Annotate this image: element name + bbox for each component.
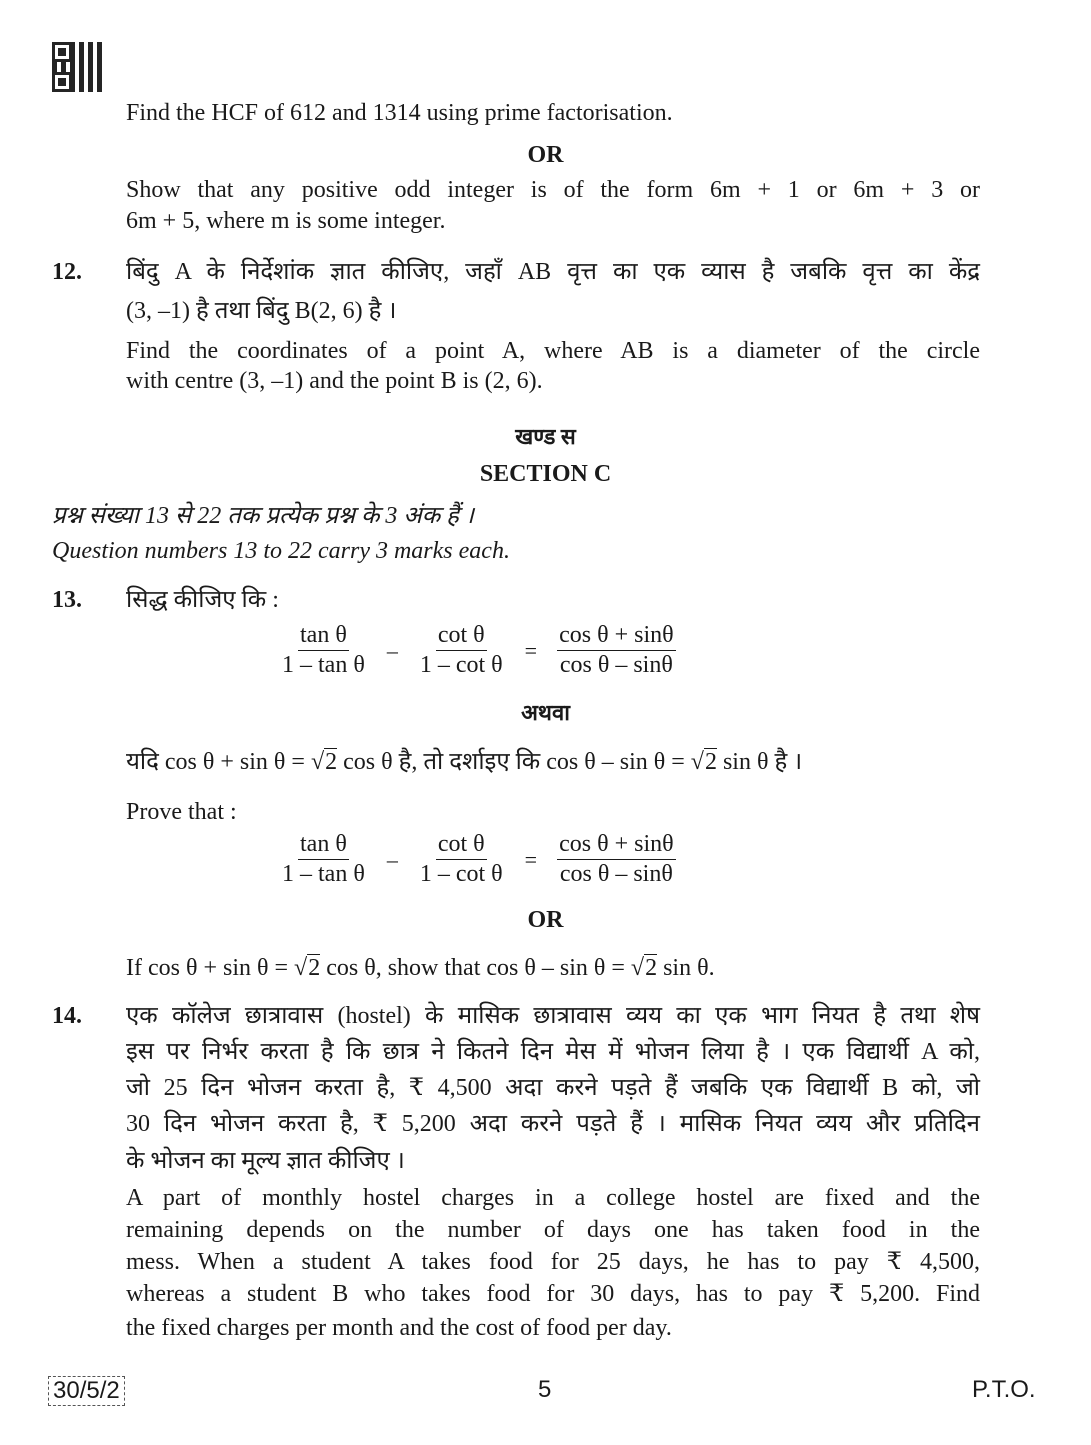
paper-code: 30/5/2 <box>48 1376 125 1406</box>
equals-sign: = <box>524 637 538 663</box>
q12-english-line2: with centre (3, –1) and the point B is (2, 6). <box>126 368 543 394</box>
denominator: cos θ – sinθ <box>559 861 673 887</box>
denominator: 1 – tan θ <box>282 861 365 887</box>
numerator: tan θ <box>298 830 349 860</box>
q13-equation-hindi <box>276 621 680 680</box>
q14-english-line: remaining depends on the number of days one has taken food in the <box>126 1217 980 1243</box>
pto-label: P.T.O. <box>972 1376 1036 1403</box>
sqrt-value: 2 <box>645 955 658 981</box>
section-title-hindi: खण्ड स <box>515 424 576 449</box>
text: यदि cos θ + sin θ = <box>126 749 311 775</box>
qr-code-icon <box>52 42 102 92</box>
page-number: 5 <box>538 1376 552 1403</box>
q13-number: 13. <box>52 587 82 613</box>
q14-english-line: whereas a student B who takes food for 30 days, has to pay ₹ 5,200. Find <box>126 1281 980 1307</box>
text: cos θ है, तो दर्शाइए कि cos θ – sin θ = <box>337 749 691 775</box>
text: sin θ है । <box>716 749 803 775</box>
numerator: cos θ + sinθ <box>557 830 676 860</box>
q12-number: 12. <box>52 259 82 285</box>
denominator: 1 – tan θ <box>282 652 365 678</box>
q14-hindi-line: के भोजन का मूल्य ज्ञात कीजिए । <box>126 1148 405 1174</box>
sqrt-value: 2 <box>325 749 338 775</box>
q14-hindi-line: इस पर निर्भर करता है कि छात्र ने कितने दिन मेस में भोजन लिया है । एक विद्यार्थी A को, <box>126 1039 980 1065</box>
q14-english-line: mess. When a student A takes food for 25 days, he has to pay ₹ 4,500, <box>126 1249 980 1275</box>
q13-english-prompt: Prove that : <box>126 799 237 825</box>
q12-hindi-line1: बिंदु A के निर्देशांक ज्ञात कीजिए, जहाँ AB वृत्त का एक व्यास है जबकि वृत्त का केंद्र <box>126 259 980 285</box>
numerator: cos θ + sinθ <box>557 621 676 651</box>
text: sin θ. <box>657 955 715 981</box>
section-note-hindi: प्रश्न संख्या 13 से 22 तक प्रत्येक प्रश्न के 3 अंक हैं । <box>52 503 474 529</box>
or-label: OR <box>527 142 564 168</box>
q11-alt-line2: 6m + 5, where m is some integer. <box>126 208 446 234</box>
q13-alt-english: If cos θ + sin θ = √2 cos θ, show that cos θ – sin θ = √2 sin θ. <box>126 955 715 981</box>
denominator: 1 – cot θ <box>419 652 503 678</box>
q14-english-line: A part of monthly hostel charges in a college hostel are fixed and the <box>126 1185 980 1211</box>
text: cos θ, show that cos θ – sin θ = <box>320 955 631 981</box>
q14-hindi-line: एक कॉलेज छात्रावास (hostel) के मासिक छात्रावास व्यय का एक भाग नियत है तथा शेष <box>126 1003 980 1029</box>
minus-sign: – <box>386 846 398 872</box>
q13-hindi-prompt: सिद्ध कीजिए कि : <box>126 587 279 613</box>
q13-alt-hindi: यदि cos θ + sin θ = √2 cos θ है, तो दर्शाइए कि cos θ – sin θ = √2 sin θ है । <box>126 749 803 775</box>
text: If cos θ + sin θ = <box>126 955 295 981</box>
q11-alt-line1: Show that any positive odd integer is of the form 6m + 1 or 6m + 3 or <box>126 177 980 203</box>
or-label: OR <box>527 907 564 933</box>
sqrt-value: 2 <box>704 749 717 775</box>
section-note-english: Question numbers 13 to 22 carry 3 marks each. <box>52 538 510 564</box>
numerator: tan θ <box>298 621 349 651</box>
numerator: cot θ <box>436 621 487 651</box>
denominator: 1 – cot θ <box>419 861 503 887</box>
q13-equation-english <box>276 830 680 889</box>
section-title: SECTION C <box>479 461 612 487</box>
or-label-hindi: अथवा <box>521 700 570 725</box>
q14-hindi-line: जो 25 दिन भोजन करता है, ₹ 4,500 अदा करने पड़ते हैं जबकि एक विद्यार्थी B को, जो <box>126 1075 980 1101</box>
q11-text: Find the HCF of 612 and 1314 using prime factorisation. <box>126 100 673 126</box>
equals-sign: = <box>524 846 538 872</box>
q12-english-line1: Find the coordinates of a point A, where AB is a diameter of the circle <box>126 338 980 364</box>
q12-hindi-line2: (3, –1) है तथा बिंदु B(2, 6) है । <box>126 298 397 324</box>
minus-sign: – <box>386 637 398 663</box>
q14-number: 14. <box>52 1003 82 1029</box>
denominator: cos θ – sinθ <box>559 652 673 678</box>
numerator: cot θ <box>436 830 487 860</box>
sqrt-value: 2 <box>308 955 321 981</box>
q14-english-line: the fixed charges per month and the cost of food per day. <box>126 1315 672 1341</box>
q14-hindi-line: 30 दिन भोजन करता है, ₹ 5,200 अदा करने पड़ते हैं । मासिक नियत व्यय और प्रतिदिन <box>126 1111 980 1137</box>
